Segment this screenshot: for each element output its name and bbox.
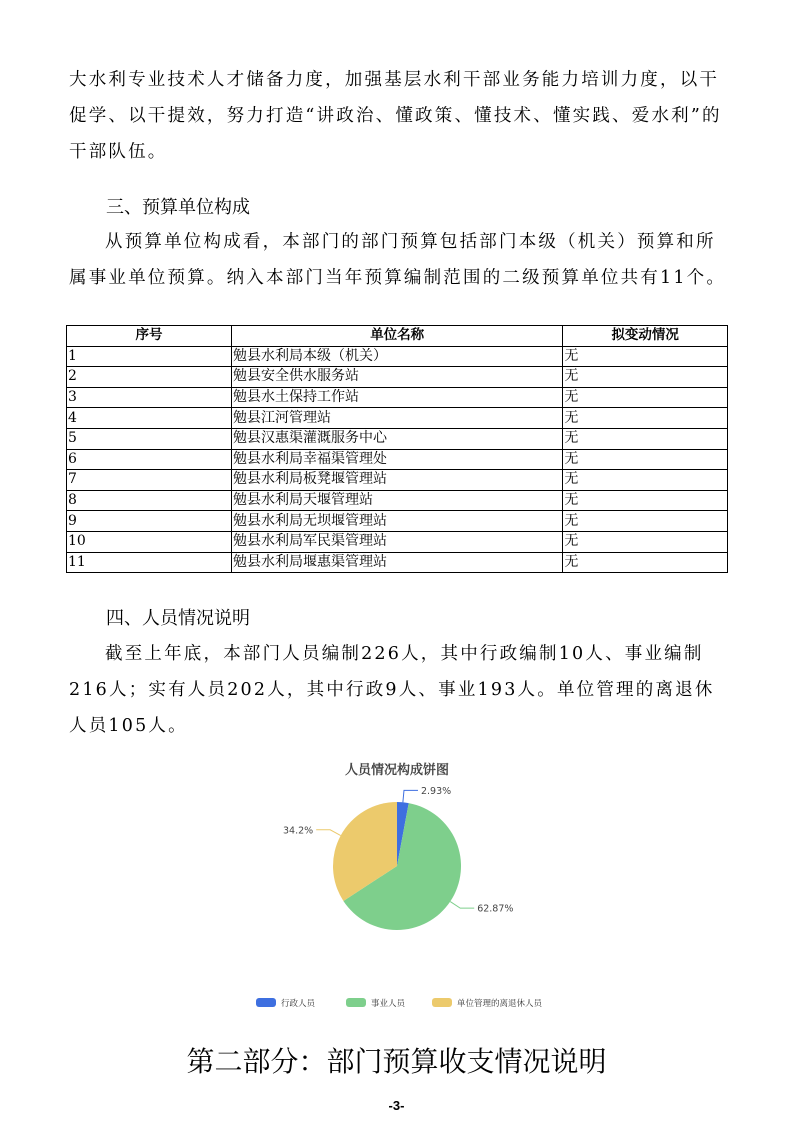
cell-unit-name: 勉县水利局板凳堰管理站 <box>231 470 562 491</box>
cell-unit-name: 勉县水利局本级（机关） <box>231 346 562 367</box>
cell-unit-name: 勉县安全供水服务站 <box>231 367 562 388</box>
cell-index: 6 <box>67 449 232 470</box>
cell-index: 10 <box>67 531 232 552</box>
legend-item[interactable] <box>432 998 544 1009</box>
cell-unit-name: 勉县水利局幸福渠管理处 <box>231 449 562 470</box>
staff-pie-chart <box>230 755 570 1025</box>
page-number: -3- <box>388 1098 405 1113</box>
cell-index: 5 <box>67 428 232 449</box>
cell-change: 无 <box>563 346 728 367</box>
slice-data-label: 62.87% <box>477 903 514 915</box>
table-row <box>67 511 728 532</box>
cell-change: 无 <box>563 449 728 470</box>
table-row <box>67 490 728 511</box>
cell-unit-name: 勉县水利局天堰管理站 <box>231 490 562 511</box>
legend-label: 事业人员 <box>371 999 406 1009</box>
part-two-title: 第二部分：部门预算收支情况说明 <box>186 1045 607 1078</box>
table-header-row <box>67 326 728 347</box>
legend-label: 单位管理的离退休人员 <box>457 999 543 1009</box>
label-leader-line <box>450 902 474 909</box>
slice-data-label: 2.93% <box>420 785 452 797</box>
table-row <box>67 387 728 408</box>
label-leader-line <box>403 790 418 802</box>
cell-change: 无 <box>563 470 728 491</box>
cell-index: 4 <box>67 408 232 429</box>
budget-units-paragraph: 从预算单位构成看，本部门的部门预算包括部门本级（机关）预算和所属事业单位预算。纳入本部门当年预算编制范围的二级预算单位共有11个。 <box>69 232 727 288</box>
cell-change: 无 <box>563 490 728 511</box>
table-row <box>67 408 728 429</box>
cell-unit-name: 勉县江河管理站 <box>231 408 562 429</box>
cell-change: 无 <box>563 408 728 429</box>
cell-index: 8 <box>67 490 232 511</box>
legend-label: 行政人员 <box>281 999 316 1009</box>
legend-swatch <box>346 998 366 1007</box>
cell-index: 1 <box>67 346 232 367</box>
table-row <box>67 367 728 388</box>
cell-unit-name: 勉县水土保持工作站 <box>231 387 562 408</box>
staff-paragraph: 截至上年底，本部门人员编制226人，其中行政编制10人、事业编制216人；实有人员202人，其中行政9人、事业193人。单位管理的离退休人员105人。 <box>69 644 715 736</box>
label-leader-line <box>316 830 341 836</box>
header-index: 序号 <box>67 326 232 347</box>
cell-change: 无 <box>563 552 728 573</box>
legend-swatch <box>432 998 452 1007</box>
budget-units-table <box>66 325 728 573</box>
legend-swatch <box>256 998 276 1007</box>
cell-change: 无 <box>563 531 728 552</box>
section-heading-staff: 四、人员情况说明 <box>106 608 250 629</box>
cell-index: 3 <box>67 387 232 408</box>
intro-paragraph: 大水利专业技术人才储备力度，加强基层水利干部业务能力培训力度，以干促学、以干提效，努力打造“讲政治、懂政策、懂技术、懂实践、爱水利”的干部队伍。 <box>69 70 722 162</box>
table-row <box>67 531 728 552</box>
cell-index: 7 <box>67 470 232 491</box>
cell-unit-name: 勉县水利局无坝堰管理站 <box>231 511 562 532</box>
section-heading-budget-units: 三、预算单位构成 <box>106 197 250 218</box>
cell-index: 2 <box>67 367 232 388</box>
header-unit-name: 单位名称 <box>231 326 562 347</box>
header-change: 拟变动情况 <box>563 326 728 347</box>
table-row <box>67 346 728 367</box>
cell-unit-name: 勉县水利局军民渠管理站 <box>231 531 562 552</box>
table-row <box>67 428 728 449</box>
cell-change: 无 <box>563 387 728 408</box>
table-row <box>67 552 728 573</box>
cell-index: 9 <box>67 511 232 532</box>
table-row <box>67 449 728 470</box>
cell-change: 无 <box>563 428 728 449</box>
slice-data-label: 34.2% <box>282 825 314 837</box>
cell-unit-name: 勉县水利局堰惠渠管理站 <box>231 552 562 573</box>
legend-item[interactable] <box>346 998 407 1009</box>
table-row <box>67 470 728 491</box>
cell-change: 无 <box>563 367 728 388</box>
cell-index: 11 <box>67 552 232 573</box>
chart-title: 人员情况构成饼图 <box>344 763 450 778</box>
cell-unit-name: 勉县汉惠渠灌溉服务中心 <box>231 428 562 449</box>
legend-item[interactable] <box>256 998 317 1009</box>
cell-change: 无 <box>563 511 728 532</box>
